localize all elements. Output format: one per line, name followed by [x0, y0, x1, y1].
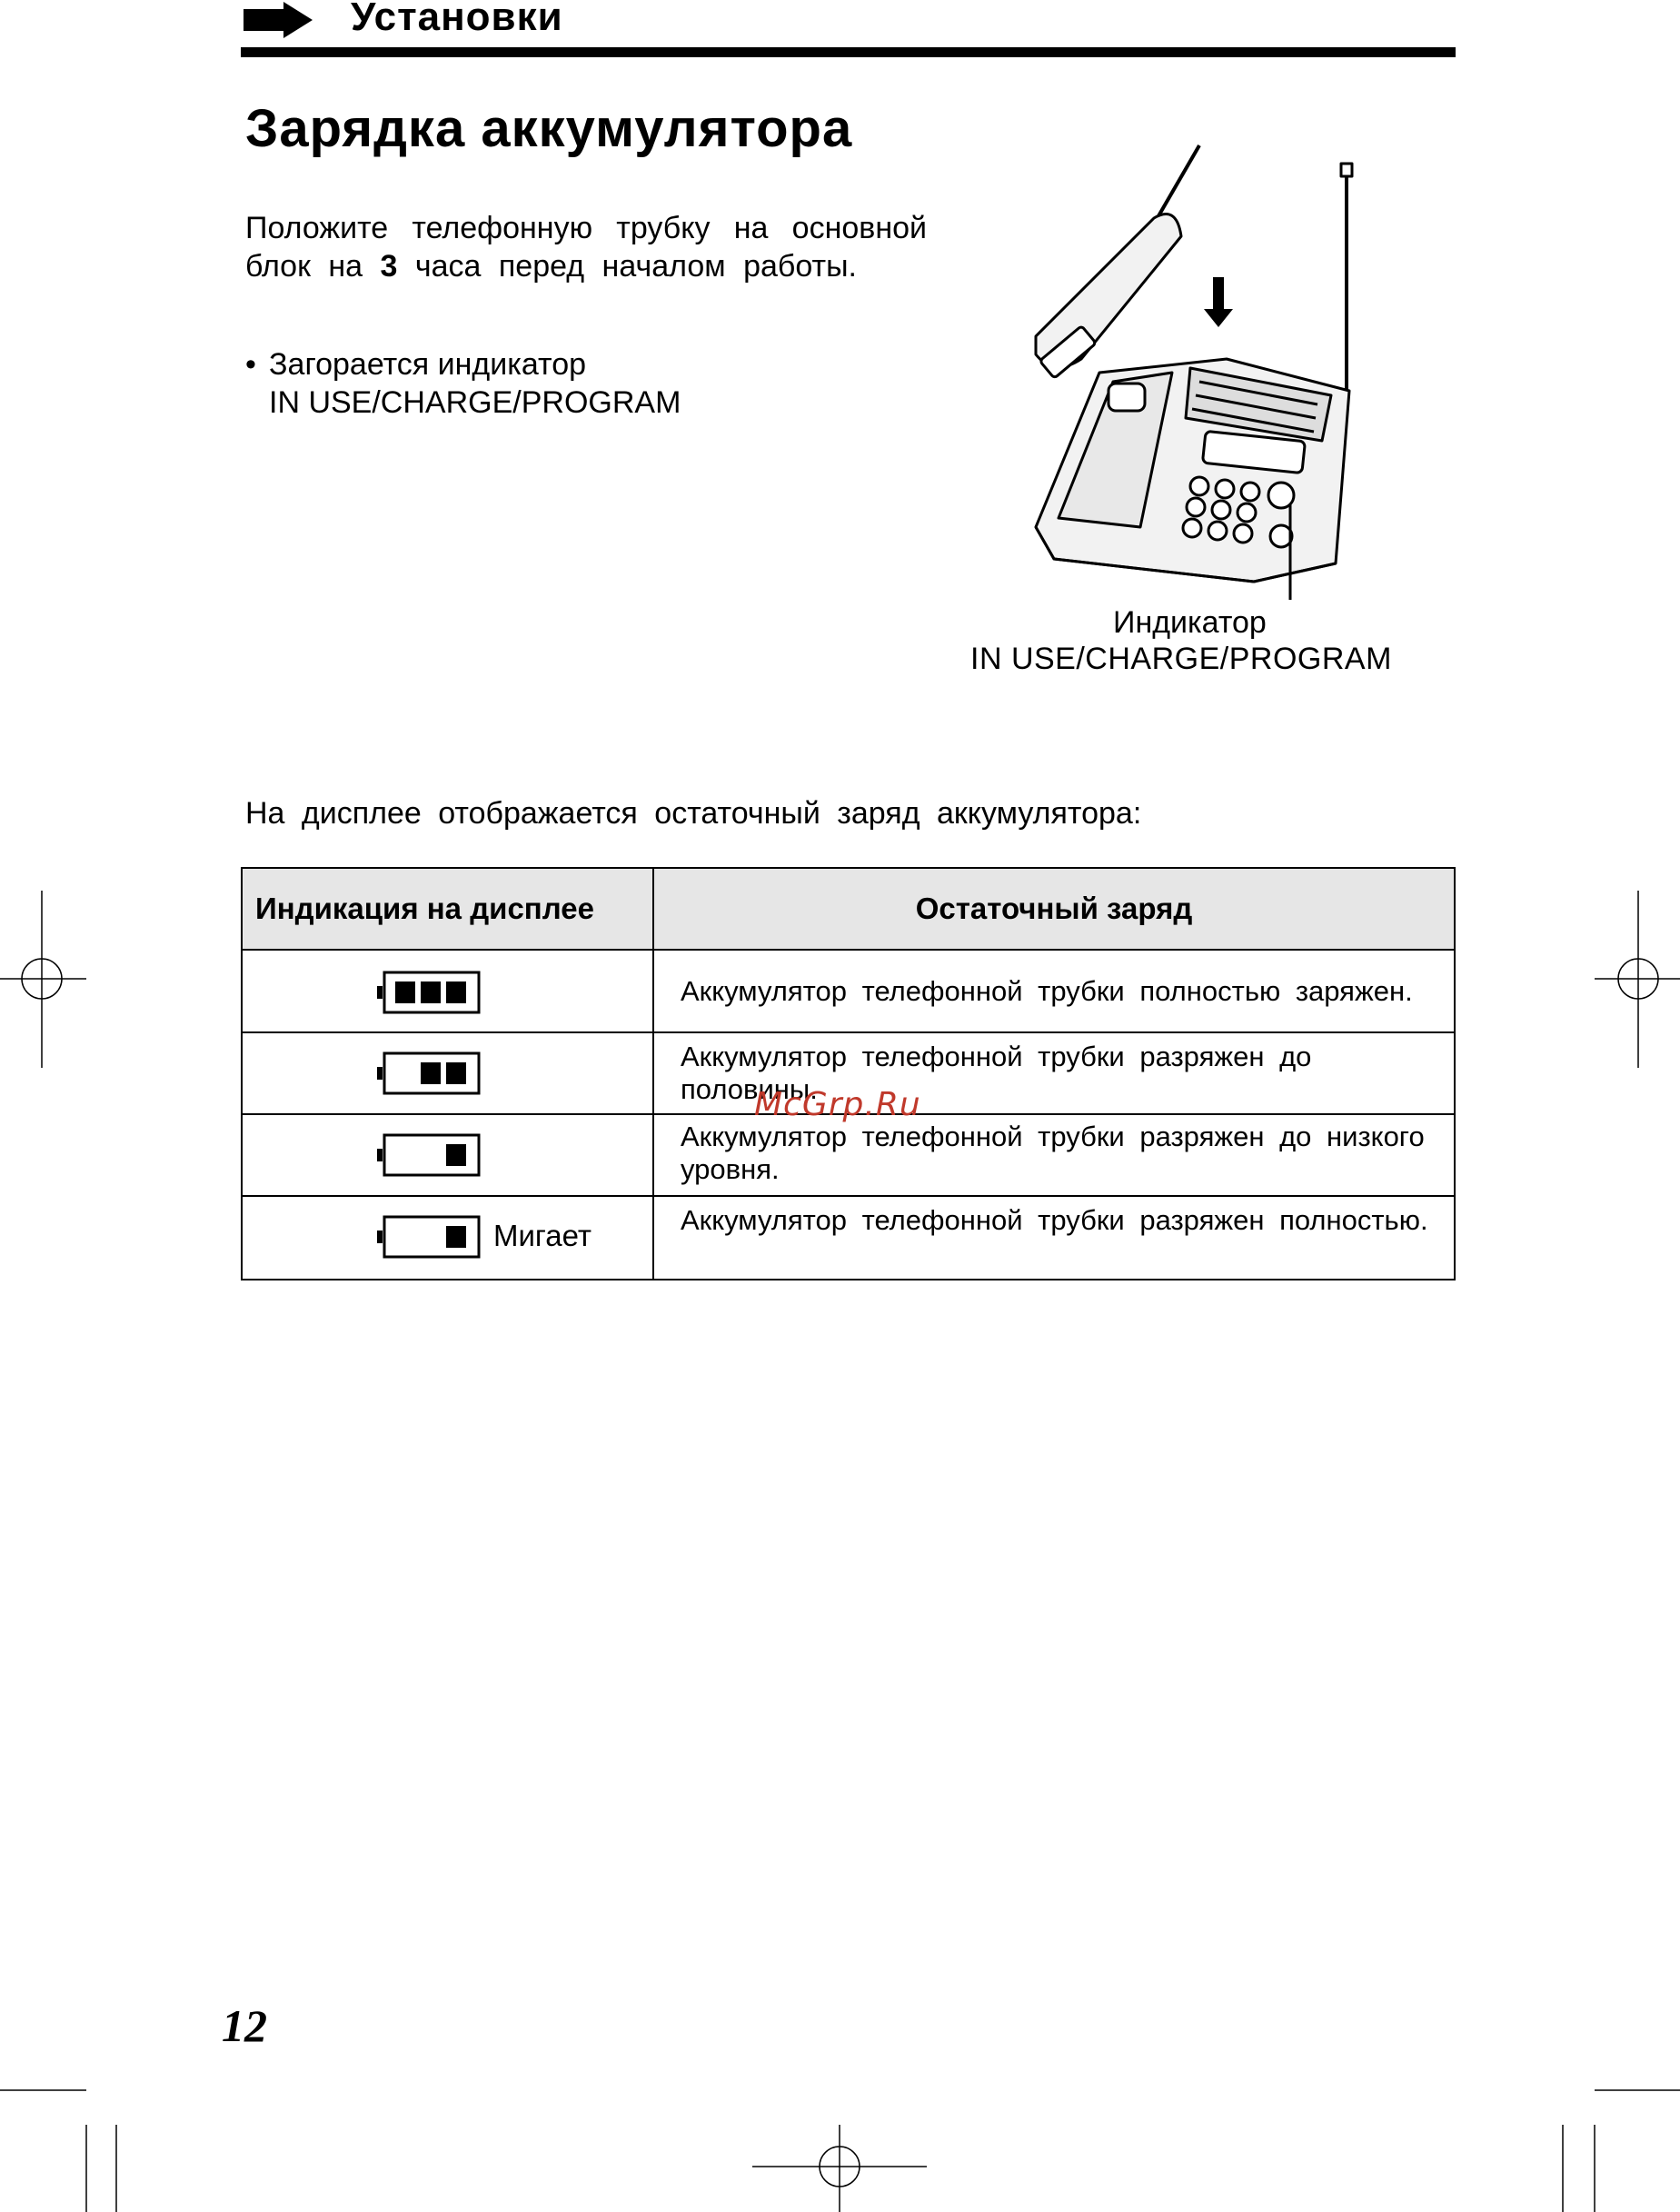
table-column-divider: [652, 869, 654, 1279]
battery-empty-blinking-icon: [377, 1215, 482, 1263]
table-header-charge: Остаточный заряд: [915, 892, 1193, 925]
intro-paragraph: Положите телефонную трубку на основной блок на 3 часа перед началом работы.: [245, 211, 927, 284]
bullet-line-2: IN USE/CHARGE/PROGRAM: [269, 385, 681, 420]
blink-label: Мигает: [493, 1219, 591, 1252]
row-description: Аккумулятор телефонной трубки разряжен до низкого уровня.: [681, 1121, 1425, 1185]
watermark: McGrp.Ru: [754, 1086, 921, 1123]
battery-table: [241, 867, 1456, 1280]
battery-low-icon: [377, 1133, 482, 1181]
page-title: Зарядка аккумулятора: [245, 99, 853, 158]
table-header-display: Индикация на дисплее: [255, 892, 594, 925]
row-description: Аккумулятор телефонной трубки разряжен полностью.: [681, 1204, 1428, 1236]
row-description: Аккумулятор телефонной трубки разряжен до половины.: [681, 1041, 1312, 1105]
table-header-row: [243, 869, 1454, 951]
phone-illustration: [1018, 136, 1436, 609]
header-rule: [241, 47, 1456, 57]
display-intro: На дисплее отображается остаточный заряд аккумулятора:: [245, 796, 1142, 831]
battery-full-icon: [377, 971, 482, 1019]
table-row: [243, 1197, 1454, 1279]
section-title: Установки: [351, 0, 563, 39]
arrow-right-icon: [244, 2, 313, 38]
battery-half-icon: [377, 1051, 482, 1100]
bullet-item: • Загорается индикатор IN USE/CHARGE/PROGRAM: [245, 347, 681, 420]
figure-caption-line-1: Индикатор: [1113, 605, 1267, 640]
page-number: 12: [222, 2000, 267, 2051]
table-row: [243, 1115, 1454, 1197]
figure-caption-line-2: IN USE/CHARGE/PROGRAM: [970, 642, 1392, 676]
row-description: Аккумулятор телефонной трубки полностью заряжен.: [681, 975, 1413, 1007]
bullet-line-1: Загорается индикатор: [269, 347, 587, 382]
table-row: [243, 951, 1454, 1033]
